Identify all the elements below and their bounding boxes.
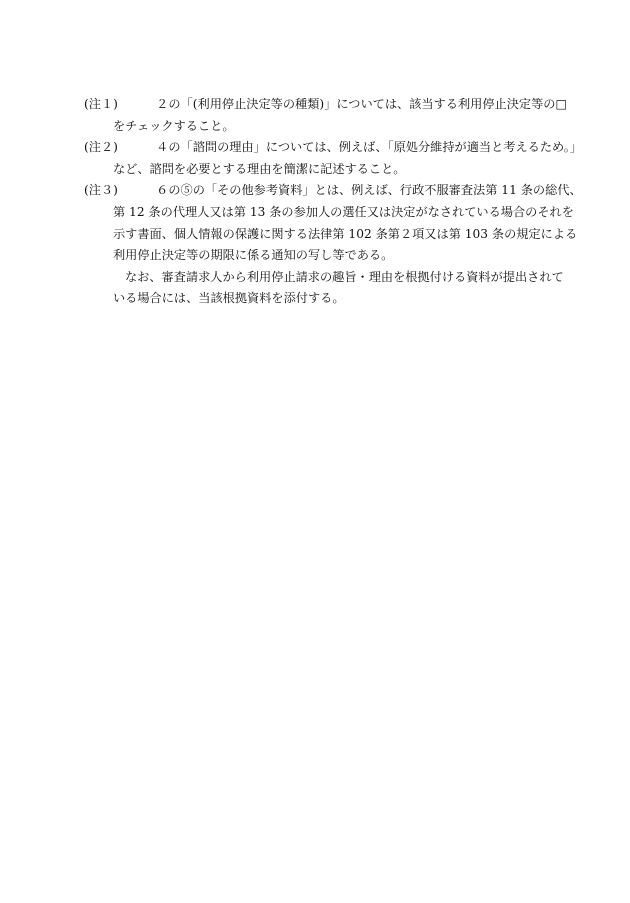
note-label: (注１) xyxy=(84,97,118,111)
note-text-line: 利用停止決定等の期限に係る通知の写し等である。 xyxy=(113,248,394,263)
note-label: (注２) xyxy=(84,140,118,155)
note-text-line: 第 12 条の代理人又は第 13 条の参加人の選任又は決定がなされている場合のそれを xyxy=(113,204,574,219)
note-text-line: など、諮問を必要とする理由を簡潔に記述すること。 xyxy=(113,161,406,176)
notes-section xyxy=(84,94,583,310)
note-paragraph-line: なお、審査請求人から利用停止請求の趣旨・理由を根拠付ける資料が提出されて xyxy=(125,269,564,284)
note-text-line: ６の⑤の「その他参考資料」とは、例えば、行政不服審査法第 11 条の総代、 xyxy=(144,183,582,198)
note-text-line: をチェックすること。 xyxy=(113,118,235,133)
note-text-line: ４の「諮問の理由」については、例えば、「原処分維持が適当と考えるため。」 xyxy=(144,140,583,155)
note-text-line: ２の「(利用停止決定等の種類)」については、該当する利用停止決定等の□ xyxy=(144,97,567,111)
note-paragraph-line: いる場合には、当該根拠資料を添付する。 xyxy=(113,291,345,306)
note-text-line: 示す書面、個人情報の保護に関する法律第 102 条第２項又は第 103 条の規定による xyxy=(113,226,578,241)
note-2 xyxy=(84,137,583,180)
note-label: (注３) xyxy=(84,183,118,198)
note-1 xyxy=(84,94,567,137)
note-3 xyxy=(84,180,582,310)
